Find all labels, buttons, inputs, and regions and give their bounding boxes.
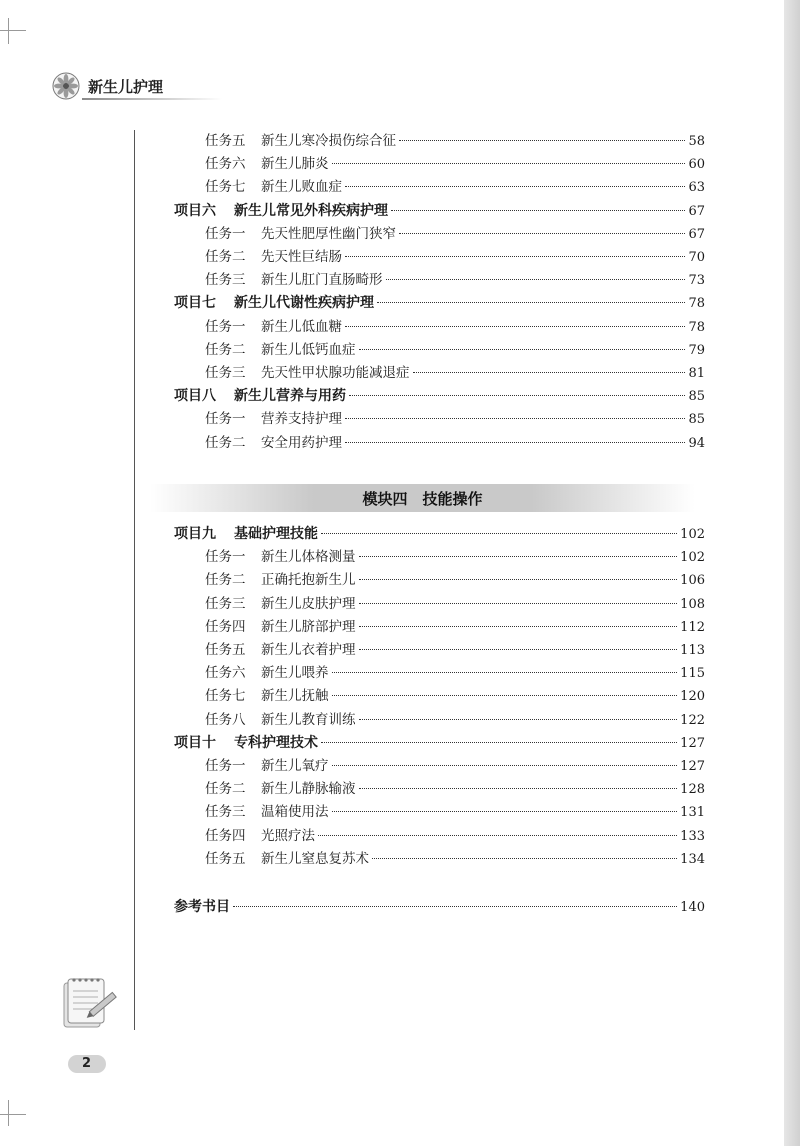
entry-label <box>205 362 410 384</box>
toc-entry-task[interactable] <box>205 176 705 198</box>
entry-label <box>205 639 356 661</box>
entry-number: 任务六 <box>205 156 246 173</box>
toc-entry-task[interactable] <box>205 709 705 731</box>
toc-entry-project[interactable] <box>174 292 705 314</box>
toc-entry-task[interactable] <box>205 593 705 615</box>
entry-number: 任务六 <box>205 665 246 682</box>
entry-page: 58 <box>688 134 705 149</box>
entry-label <box>205 569 356 591</box>
entry-title: 新生儿喂养 <box>261 665 329 682</box>
entry-label <box>205 709 356 731</box>
entry-number: 任务五 <box>205 642 246 658</box>
dot-leader <box>359 625 678 627</box>
entry-page: 73 <box>688 273 705 289</box>
entry-page: 140 <box>680 900 705 915</box>
dot-leader <box>321 741 677 743</box>
entry-title: 新生儿常见外科疾病护理 <box>234 202 388 219</box>
entry-page: 70 <box>688 250 705 265</box>
entry-title: 新生儿寒冷损伤综合征 <box>261 133 396 149</box>
dot-leader <box>349 394 685 396</box>
toc-entry-task[interactable] <box>205 569 705 591</box>
toc-entry-task[interactable] <box>205 408 705 430</box>
entry-number: 项目七 <box>174 295 216 312</box>
entry-label <box>205 432 342 454</box>
dot-leader <box>399 232 685 234</box>
entry-label <box>205 778 356 800</box>
entry-label <box>205 246 342 268</box>
entry-page: 85 <box>688 412 705 428</box>
entry-number: 项目十 <box>174 734 216 751</box>
entry-number: 任务三 <box>205 595 246 612</box>
entry-page: 78 <box>688 296 705 312</box>
entry-title: 新生儿肛门直肠畸形 <box>261 272 383 289</box>
entry-title: 新生儿静脉输液 <box>261 781 356 798</box>
entry-title: 参考书目 <box>174 899 230 915</box>
entry-page: 102 <box>680 550 705 566</box>
entry-number: 任务一 <box>205 411 246 428</box>
entry-number: 项目八 <box>174 388 216 405</box>
entry-number: 任务一 <box>205 549 246 566</box>
entry-title: 安全用药护理 <box>261 434 342 451</box>
toc-entry-task[interactable] <box>205 362 705 384</box>
toc-entry-references[interactable] <box>174 896 705 918</box>
entry-title: 新生儿低钙血症 <box>261 341 356 358</box>
entry-label <box>205 662 329 684</box>
entry-title: 先天性甲状腺功能减退症 <box>261 365 410 381</box>
entry-page: 79 <box>688 342 705 358</box>
entry-number: 任务七 <box>205 688 246 705</box>
page-number: 2 <box>68 1055 106 1073</box>
entry-page: 67 <box>688 226 705 242</box>
dot-leader <box>399 139 685 141</box>
toc-entry-project[interactable] <box>174 200 705 222</box>
entry-page: 60 <box>688 157 705 173</box>
entry-page: 78 <box>688 319 705 335</box>
dot-leader <box>413 371 686 373</box>
entry-label <box>174 523 318 545</box>
entry-page: 120 <box>680 689 705 705</box>
entry-label <box>205 339 356 361</box>
entry-title: 新生儿营养与用药 <box>234 388 346 405</box>
entry-number: 任务二 <box>205 249 246 265</box>
entry-label <box>174 385 346 407</box>
entry-number: 任务一 <box>205 225 246 242</box>
entry-label <box>205 130 396 152</box>
dot-leader <box>359 348 686 350</box>
entry-number: 任务二 <box>205 781 246 798</box>
flower-logo-icon <box>52 72 80 100</box>
entry-label <box>205 801 329 823</box>
entry-number: 任务四 <box>205 618 246 635</box>
entry-label <box>205 153 329 175</box>
dot-leader <box>377 301 685 303</box>
dot-leader <box>345 441 685 443</box>
entry-page: 102 <box>680 527 705 542</box>
module-four-heading <box>150 484 695 512</box>
entry-number: 任务一 <box>205 318 246 335</box>
dot-leader <box>332 810 678 812</box>
entry-page: 108 <box>680 596 705 612</box>
dot-leader <box>359 718 678 720</box>
entry-label <box>205 593 356 615</box>
entry-number: 项目九 <box>174 526 216 542</box>
dot-leader <box>359 602 678 604</box>
entry-number: 任务二 <box>205 572 246 589</box>
toc-entry-task[interactable] <box>205 685 705 707</box>
entry-page: 122 <box>680 712 705 728</box>
dot-leader <box>359 555 678 557</box>
entry-page: 81 <box>688 366 705 381</box>
toc-entry-task[interactable] <box>205 246 705 268</box>
entry-title: 新生儿体格测量 <box>261 549 356 566</box>
running-header <box>52 70 352 104</box>
dot-leader <box>332 162 686 164</box>
toc-entry-task[interactable] <box>205 801 705 823</box>
margin-rule <box>134 130 135 1030</box>
entry-number: 任务八 <box>205 711 246 728</box>
entry-label <box>205 176 342 198</box>
notepad-pencil-icon <box>58 975 124 1031</box>
entry-number: 任务一 <box>205 758 246 774</box>
toc-entry-task[interactable] <box>205 639 705 661</box>
dot-leader <box>359 787 678 789</box>
entry-page: 113 <box>680 643 705 658</box>
entry-label <box>205 546 356 568</box>
crop-mark <box>0 1114 26 1115</box>
entry-number: 任务二 <box>205 434 246 451</box>
dot-leader <box>321 532 677 534</box>
entry-page: 133 <box>680 828 705 844</box>
entry-label <box>205 223 396 245</box>
dot-leader <box>233 905 677 907</box>
toc-entry-task[interactable] <box>205 339 705 361</box>
entry-title: 新生儿氧疗 <box>261 758 329 774</box>
header-rule <box>82 98 222 100</box>
dot-leader <box>332 694 678 696</box>
entry-title: 新生儿低血糖 <box>261 318 342 335</box>
entry-label <box>205 616 356 638</box>
dot-leader <box>372 857 677 859</box>
dot-leader <box>318 834 677 836</box>
toc-entry-task[interactable] <box>205 662 705 684</box>
toc-entry-task[interactable] <box>205 223 705 245</box>
entry-title: 新生儿衣着护理 <box>261 642 356 658</box>
dot-leader <box>345 185 685 187</box>
entry-number: 任务四 <box>205 827 246 844</box>
toc-entry-task[interactable] <box>205 269 705 291</box>
dot-leader <box>345 325 685 327</box>
toc-entry-task[interactable] <box>205 755 705 777</box>
entry-label <box>205 408 342 430</box>
module-title: 模块四 技能操作 <box>362 490 483 508</box>
dot-leader <box>386 278 686 280</box>
entry-number: 任务五 <box>205 850 246 867</box>
toc-entry-task[interactable] <box>205 316 705 338</box>
entry-title: 新生儿教育训练 <box>261 711 356 728</box>
entry-page: 127 <box>680 735 705 751</box>
dot-leader <box>332 764 678 766</box>
entry-label <box>174 732 318 754</box>
page-edge-strip <box>784 0 800 1146</box>
entry-label <box>205 755 329 777</box>
entry-title: 新生儿肺炎 <box>261 156 329 173</box>
entry-page: 106 <box>680 573 705 589</box>
entry-title: 先天性巨结肠 <box>261 249 342 265</box>
entry-label <box>205 316 342 338</box>
toc-entry-task[interactable] <box>205 130 705 152</box>
entry-number: 任务五 <box>205 133 246 149</box>
toc-entry-project[interactable] <box>174 385 705 407</box>
entry-title: 营养支持护理 <box>261 411 342 428</box>
entry-title: 基础护理技能 <box>234 526 318 542</box>
dot-leader <box>345 417 685 419</box>
entry-number: 任务三 <box>205 365 246 381</box>
entry-number: 任务三 <box>205 272 246 289</box>
dot-leader <box>332 671 678 673</box>
entry-label <box>205 685 329 707</box>
entry-title: 新生儿败血症 <box>261 179 342 196</box>
toc-entry-project[interactable] <box>174 732 705 754</box>
entry-title: 新生儿皮肤护理 <box>261 595 356 612</box>
entry-page: 127 <box>680 759 705 774</box>
toc-entry-project[interactable] <box>174 523 705 545</box>
toc-entry-task[interactable] <box>205 616 705 638</box>
entry-page: 63 <box>688 180 705 196</box>
entry-page: 131 <box>680 805 705 821</box>
toc-entry-task[interactable] <box>205 546 705 568</box>
entry-title: 新生儿窒息复苏术 <box>261 850 369 867</box>
entry-label <box>174 200 388 222</box>
entry-title: 专科护理技术 <box>234 734 318 751</box>
toc-entry-task[interactable] <box>205 848 705 870</box>
entry-title: 新生儿代谢性疾病护理 <box>234 295 374 312</box>
entry-page: 112 <box>680 619 705 635</box>
crop-mark <box>0 30 26 31</box>
entry-title: 新生儿抚触 <box>261 688 329 705</box>
entry-label <box>205 848 369 870</box>
toc-entry-task[interactable] <box>205 153 705 175</box>
dot-leader <box>391 209 685 211</box>
entry-label <box>205 269 383 291</box>
crop-mark <box>8 18 9 44</box>
toc-entry-task[interactable] <box>205 778 705 800</box>
entry-number: 任务二 <box>205 341 246 358</box>
entry-number: 任务七 <box>205 179 246 196</box>
entry-title: 光照疗法 <box>261 827 315 844</box>
entry-title: 新生儿脐部护理 <box>261 618 356 635</box>
book-title: 新生儿护理 <box>88 78 164 96</box>
entry-title: 温箱使用法 <box>261 804 329 821</box>
dot-leader <box>359 578 678 580</box>
entry-page: 134 <box>680 851 705 867</box>
entry-number: 项目六 <box>174 202 216 219</box>
entry-page: 85 <box>688 389 705 405</box>
entry-page: 94 <box>688 435 705 451</box>
crop-mark <box>8 1100 9 1126</box>
dot-leader <box>359 648 678 650</box>
entry-title: 先天性肥厚性幽门狭窄 <box>261 225 396 242</box>
entry-label <box>205 825 315 847</box>
entry-title: 正确托抱新生儿 <box>261 572 356 589</box>
entry-page: 128 <box>680 782 705 798</box>
entry-label <box>174 292 374 314</box>
entry-number: 任务三 <box>205 804 246 821</box>
entry-page: 67 <box>688 203 705 219</box>
dot-leader <box>345 255 685 257</box>
toc-entry-task[interactable] <box>205 432 705 454</box>
entry-page: 115 <box>680 666 705 682</box>
toc-entry-task[interactable] <box>205 825 705 847</box>
